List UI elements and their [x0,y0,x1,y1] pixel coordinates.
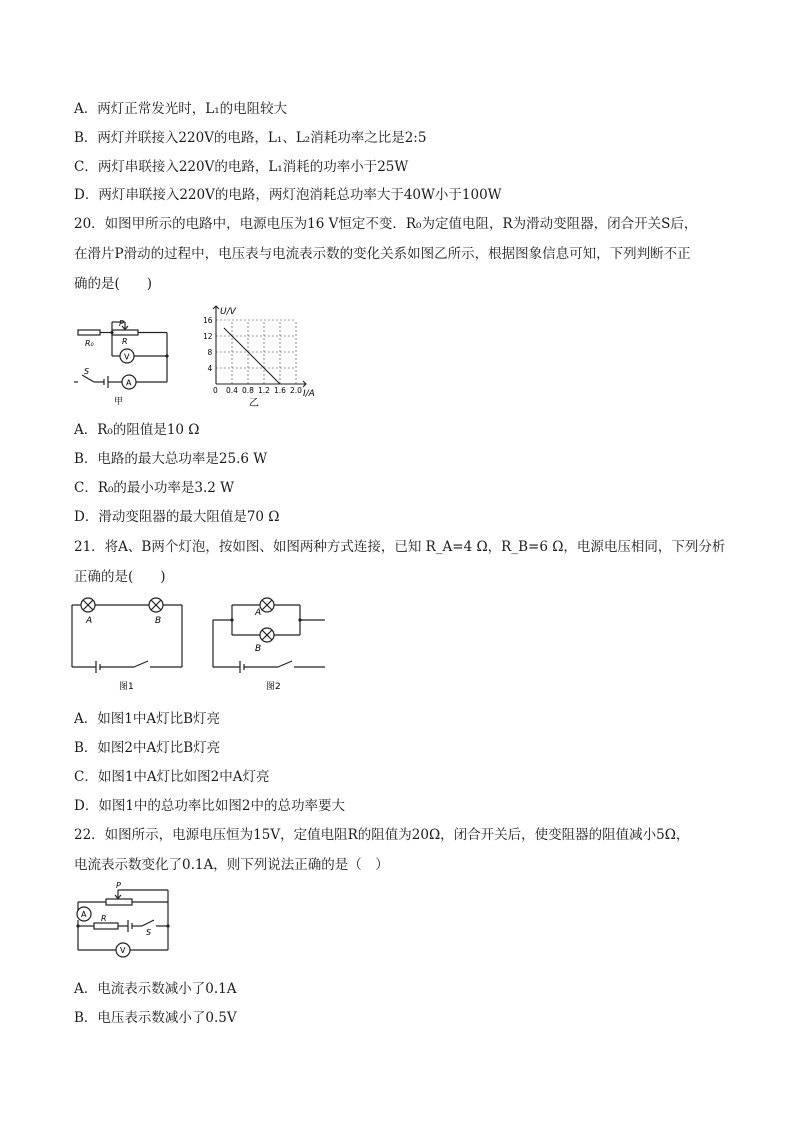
x-tick-label: 0 [213,386,218,395]
fig1-caption: 图1 [119,682,134,692]
q21-figure-2 [210,595,335,695]
q20-stem-line1: 20．如图甲所示的电路中，电源电压为16 V恒定不变．R₀为定值电阻，R为滑动变阻器，闭合开关S后， [74,216,698,232]
q20-option-d: D．滑动变阻器的最大阻值是70 Ω [74,509,280,525]
r-label: R [122,337,128,346]
q22-circuit-figure [70,881,180,964]
resistor-r [94,923,118,929]
q20-option-c: C．R₀的最小功率是3.2 W [74,480,235,496]
q19-option-a: A．两灯正常发光时，L₁的电阻较大 [74,101,288,117]
q21-option-b: B．如图2中A灯比B灯亮 [74,740,221,756]
q21-option-c: C．如图1中A灯比如图2中A灯亮 [74,769,270,785]
q20-stem-line2: 在滑片P滑动的过程中，电压表与电流表示数的变化关系如图乙所示，根据图象信息可知，下列判断不正 [74,246,691,262]
fig1-label-b: B [155,616,162,626]
switch-icon [134,661,148,667]
y-tick-label: 4 [207,364,213,373]
a-label: A [126,378,132,388]
x-tick-label: 2.0 [290,386,302,395]
q21-stem-line1: 21．将A、B两个灯泡，按如图、如图两种方式连接，已知 R_A=4 Ω，R_B=6 Ω，电源电压相同，下列分析 [74,539,726,555]
r0-resistor [78,330,100,335]
x-tick-label: 0.4 [226,386,238,395]
fig2-label-b: B [255,644,262,654]
y-tick-label: 8 [207,348,213,357]
q22-option-b: B．电压表示数减小了0.5V [74,1010,237,1026]
q20-option-a: A．R₀的阻值是10 Ω [74,422,200,438]
switch-icon [278,661,292,667]
q21-stem-line2: 正确的是( ) [74,569,166,585]
switch-icon [82,375,94,382]
caption-jia: 甲 [114,397,124,407]
q19-option-b: B．两灯并联接入220V的电路，L₁、L₂消耗功率之比是2:5 [74,130,427,146]
switch-icon [142,920,154,926]
y-axis-label: U/V [220,307,236,317]
x-axis-label: I/A [303,389,315,399]
x-tick-label: 0.8 [242,386,254,395]
q20-stem-line3: 确的是( ) [74,276,153,292]
q19-option-d: D．两灯串联接入220V的电路，两灯泡消耗总功率大于40W小于100W [74,187,502,203]
q20-option-b: B．电路的最大总功率是25.6 W [74,451,268,467]
y-tick-label: 16 [203,316,213,325]
s-label: S [146,928,152,937]
y-tick-label: 12 [203,332,213,341]
r0-label: R₀ [85,339,94,348]
q20-ui-graph [196,300,326,410]
q21-figure-1 [70,595,190,695]
fig1-label-a: A [86,616,93,626]
fig2-caption: 图2 [266,682,281,692]
rheostat-resistor [106,899,132,905]
q19-option-c: C．两灯串联接入220V的电路，L₁消耗的功率小于25W [74,159,409,175]
q22-stem-line1: 22．如图所示，电源电压恒为15V，定值电阻R的阻值为20Ω，闭合开关后，使变阻器的阻值减小5Ω， [74,827,690,843]
fig2-label-a: A [255,608,262,618]
q21-option-d: D．如图1中的总功率比如图2中的总功率要大 [74,798,346,814]
caption-yi: 乙 [249,398,259,409]
q21-option-a: A．如图1中A灯比B灯亮 [74,711,221,727]
v-label: V [124,352,130,362]
x-tick-label: 1.2 [258,386,270,395]
p-label: P [116,881,121,890]
rheostat-resistor [112,330,138,335]
series-line [224,328,280,384]
q20-circuit-figure [70,316,175,406]
x-tick-label: 1.6 [274,386,286,395]
r-label: R [101,914,107,923]
q22-stem-line2: 电流表示数变化了0.1A，则下列说法正确的是（ ） [74,857,389,873]
p-label: P [119,319,124,328]
s-label: S [84,367,90,376]
q22-option-a: A．电流表示数减小了0.1A [74,981,237,997]
v-label: V [120,946,126,955]
a-label: A [81,910,87,919]
